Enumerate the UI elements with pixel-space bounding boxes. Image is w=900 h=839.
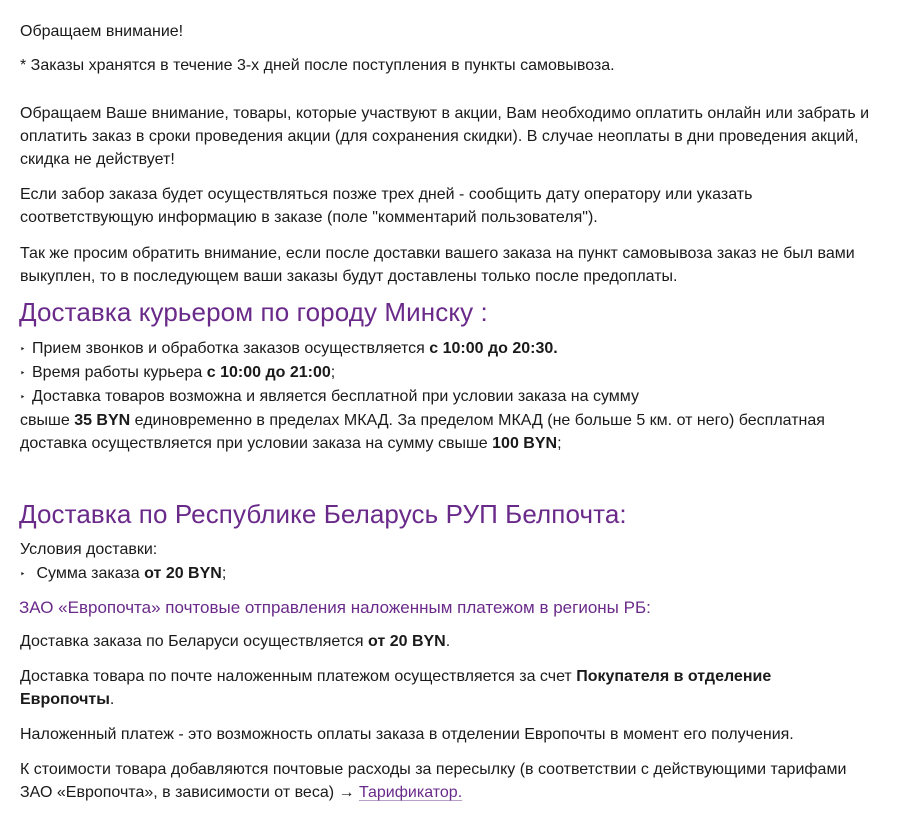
bullet-icon: ‣: [20, 344, 26, 354]
courier-free: [20, 385, 870, 455]
courier-work: [20, 361, 335, 385]
belpost-sum-text: Сумма заказа: [32, 565, 145, 582]
belpost-conditions-label: Условия доставки:: [20, 541, 158, 558]
europost-delivery: [20, 630, 450, 654]
courier-free-text-4: доставка осуществляется при условии заказа на сумму свыше: [20, 435, 493, 452]
courier-calls-hours: с 10:00 до 20:30.: [429, 340, 558, 357]
tarif-link[interactable]: Тарификатор.: [358, 784, 463, 801]
belpost-sum: [20, 562, 226, 586]
courier-free-amount-1: 35 BYN: [74, 412, 131, 429]
courier-calls-text: Прием звонков и обработка заказов осуществляется: [32, 340, 430, 357]
courier-free-text-1: Доставка товаров возможна и является бесплатной при условии заказа на сумму: [32, 388, 639, 405]
europost-cod-bold-1: Покупателя в отделение: [576, 668, 772, 685]
europost-cod-definition: Наложенный платеж - это возможность оплаты заказа в отделении Европочты в момент его получения.: [20, 726, 794, 743]
notice-storage: * Заказы хранятся в течение 3-х дней после поступления в пункты самовывоза.: [20, 57, 615, 74]
bullet-icon: ‣: [20, 392, 26, 402]
punctuation: ;: [557, 435, 562, 452]
notice-pickup-later: Если забор заказа будет осуществляться позже трех дней - сообщить дату оператору или указать соответствующую информацию в заказе (поле "комментарий пользователя").: [20, 186, 753, 226]
punctuation: .: [109, 691, 115, 708]
europost-cost: [20, 758, 880, 804]
europost-heading: ЗАО «Европочта» почтовые отправления наложенным платежом в регионы РБ:: [19, 598, 651, 617]
notice-title: Обращаем внимание!: [20, 23, 184, 40]
bullet-icon: ‣: [20, 569, 26, 579]
notice-prepay: Так же просим обратить внимание, если после доставки вашего заказа на пункт самовывоза заказ не был вами выкуплен, то в последующем ваши заказы будут доставлены только после предоплаты.: [20, 245, 855, 285]
europost-cost-text-1: К стоимости товара добавляются почтовые расходы за пересылку (в соответствии с действующими тарифами: [20, 761, 847, 778]
courier-free-text-3: единовременно в пределах МКАД. За пределом МКАД (не больше 5 км. от него) бесплатная: [130, 412, 825, 429]
courier-heading: Доставка курьером по городу Минску :: [19, 297, 488, 327]
europost-cod-text: Доставка товара по почте наложенным платежом осуществляется за счет: [20, 668, 577, 685]
europost-delivery-value: от 20 BYN: [368, 633, 446, 650]
punctuation: ;: [221, 565, 227, 582]
europost-cost-text-2: ЗАО «Европочта», в зависимости от веса) →: [20, 784, 359, 801]
notice-promo: Обращаем Ваше внимание, товары, которые участвуют в акции, Вам необходимо оплатить онлайн или забрать и оплатить заказ в сроки проведения акции (для сохранения скидки). В случае неоплаты в дни проведения акций, скидка не действует!: [20, 105, 870, 168]
courier-calls: [20, 337, 558, 361]
europost-cod: [20, 665, 870, 711]
punctuation: .: [445, 633, 451, 650]
courier-work-hours: с 10:00 до 21:00: [206, 364, 331, 381]
punctuation: ;: [330, 364, 336, 381]
courier-free-amount-2: 100 BYN: [492, 435, 558, 452]
bullet-icon: ‣: [20, 368, 26, 378]
europost-delivery-text: Доставка заказа по Беларуси осуществляется: [20, 633, 369, 650]
belpost-sum-value: от 20 BYN: [144, 565, 222, 582]
courier-free-text-2: свыше: [20, 412, 75, 429]
courier-work-text: Время работы курьера: [32, 364, 207, 381]
europost-cod-bold-2: Европочты: [20, 691, 110, 708]
belpost-heading: Доставка по Республике Беларусь РУП Белпочта:: [19, 499, 627, 529]
